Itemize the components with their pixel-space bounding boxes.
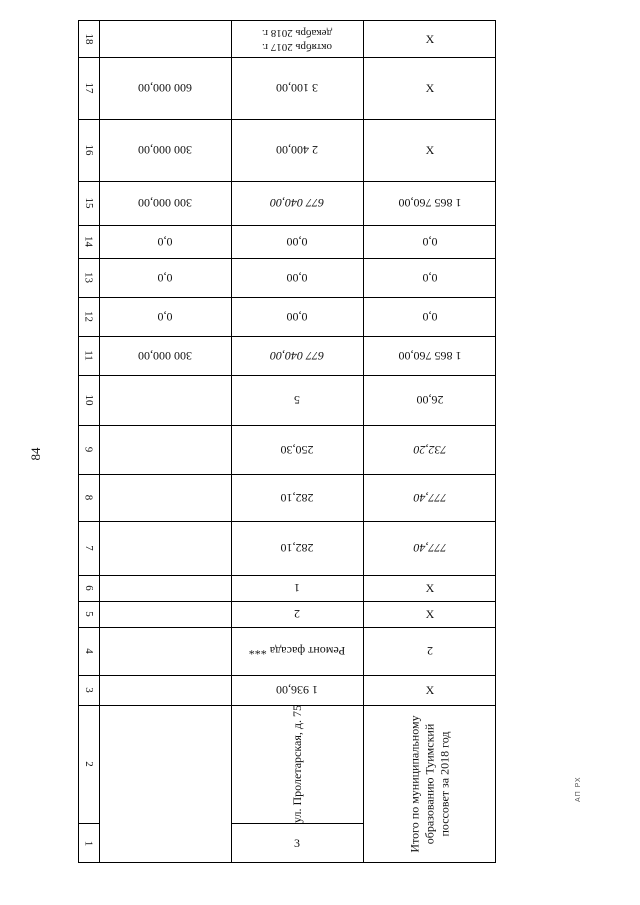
item-col7: 282,10 bbox=[280, 541, 314, 556]
header-number: 17 bbox=[83, 82, 95, 94]
header-number: 2 bbox=[83, 761, 95, 767]
total-col17: X bbox=[425, 80, 435, 95]
total-col6: X bbox=[425, 580, 435, 595]
total-col3: X bbox=[425, 682, 435, 697]
header-number: 3 bbox=[83, 687, 95, 693]
item-col13: 0,00 bbox=[286, 271, 308, 285]
item-col14: 0,00 bbox=[286, 235, 308, 249]
row-divider bbox=[79, 823, 99, 824]
prev-col12: 0,0 bbox=[157, 310, 173, 324]
prev-col11: 300 000,00 bbox=[138, 349, 192, 363]
header-number: 1 bbox=[83, 840, 95, 847]
prev-col15: 300 000,00 bbox=[138, 196, 192, 211]
total-col16: X bbox=[425, 142, 435, 157]
header-number: 18 bbox=[83, 33, 95, 45]
item-address: ул. Пролетарская, д. 75 bbox=[289, 705, 304, 823]
item-col15: 677 040,00 bbox=[270, 196, 324, 211]
header-number: 7 bbox=[83, 545, 95, 551]
footer-mark: АП РХ bbox=[575, 776, 582, 802]
prev-col14: 0,0 bbox=[157, 235, 173, 249]
total-col15: 1 865 760,00 bbox=[398, 196, 462, 211]
total-col7: 777,40 bbox=[413, 541, 447, 556]
total-col14: 0,0 bbox=[422, 235, 438, 249]
item-col11: 677 040,00 bbox=[270, 349, 324, 363]
total-col8: 777,40 bbox=[413, 491, 447, 505]
total-col5: X bbox=[425, 606, 435, 621]
header-number: 5 bbox=[83, 611, 95, 617]
header-number: 11 bbox=[83, 350, 95, 361]
total-col11: 1 865 760,00 bbox=[398, 349, 462, 363]
page-number: 84 bbox=[28, 447, 43, 461]
total-col9: 732,20 bbox=[413, 443, 447, 457]
header-number: 9 bbox=[83, 446, 95, 453]
prev-col13: 0,0 bbox=[157, 271, 173, 285]
header-number: 12 bbox=[83, 311, 95, 322]
item-col10: 5 bbox=[294, 393, 300, 408]
header-number: 10 bbox=[83, 394, 95, 406]
item-col9: 250,30 bbox=[280, 443, 314, 457]
item-col6: 1 bbox=[294, 581, 300, 596]
header-number: 15 bbox=[83, 197, 95, 209]
item-number: 3 bbox=[294, 836, 300, 850]
total-col18: X bbox=[425, 31, 435, 46]
total-col12: 0,0 bbox=[422, 310, 438, 324]
prev-col16: 300 000,00 bbox=[138, 143, 192, 158]
header-number: 4 bbox=[83, 648, 95, 654]
header-number: 8 bbox=[83, 494, 95, 501]
item-col16: 2 400,00 bbox=[276, 143, 318, 158]
item-col4: Ремонт фасада *** bbox=[248, 644, 346, 659]
total-col4: 2 bbox=[427, 644, 433, 659]
total-label: Итого по муниципальному образованию Туимский поссовет за 2018 год bbox=[407, 715, 451, 853]
header-number: 13 bbox=[83, 272, 95, 283]
header-number: 16 bbox=[83, 144, 95, 156]
total-col13: 0,0 bbox=[422, 271, 438, 285]
prev-col17: 600 000,00 bbox=[138, 81, 192, 96]
header-number: 14 bbox=[83, 236, 95, 247]
item-col3: 1 936,00 bbox=[276, 683, 318, 698]
item-col12: 0,00 bbox=[286, 310, 308, 324]
item-col17: 3 100,00 bbox=[276, 81, 318, 96]
total-col10: 26,00 bbox=[416, 393, 444, 408]
item-col8: 282,10 bbox=[280, 491, 314, 505]
item-col5: 2 bbox=[294, 607, 300, 622]
rotated-table bbox=[78, 20, 496, 863]
header-number: 6 bbox=[83, 585, 95, 591]
item-col18: октябрь 2017 г. декабрь 2018 г. bbox=[261, 27, 333, 53]
